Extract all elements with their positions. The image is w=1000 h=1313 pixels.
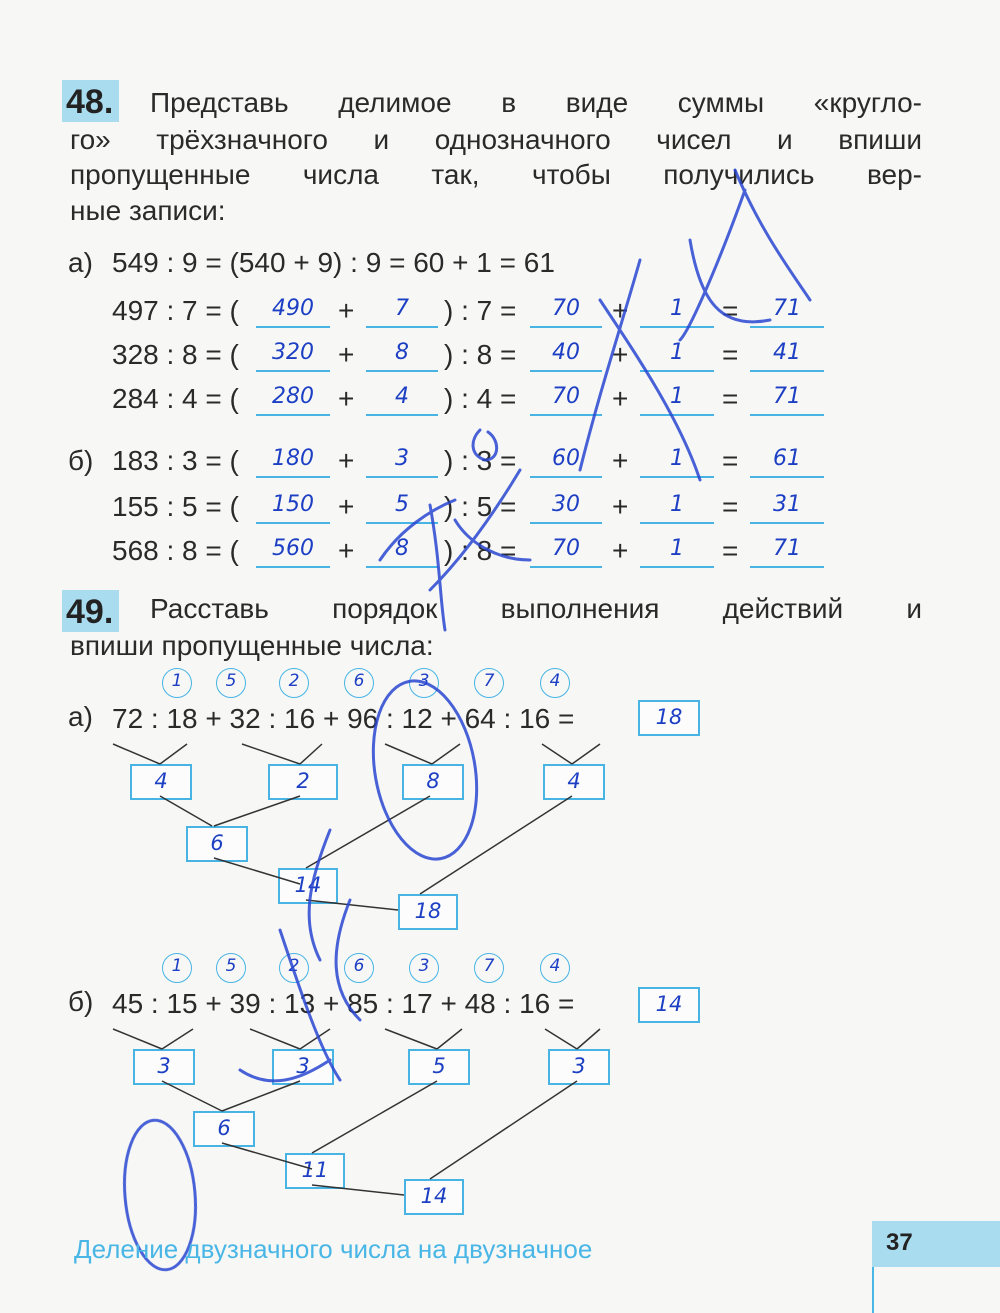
handwritten-answer: 70 bbox=[552, 536, 580, 561]
equals-sign: = bbox=[722, 535, 739, 566]
task-49-text-line-2: впиши пропущенные числа: bbox=[70, 630, 434, 661]
handwritten-answer: 30 bbox=[552, 492, 580, 517]
task-48-example-label: а) bbox=[68, 247, 93, 278]
tree-result-box[interactable]: 4 bbox=[543, 764, 605, 800]
handwritten-answer: 4 bbox=[395, 384, 409, 409]
equals-sign: = bbox=[722, 445, 739, 476]
row-dividend: 284 : 4 = ( bbox=[112, 383, 239, 414]
handwritten-answer: 180 bbox=[272, 446, 314, 471]
task-48-text-line-4: ные записи: bbox=[70, 195, 226, 226]
expression: 72 : 18 + 32 : 16 + 96 : 12 + 64 : 16 = bbox=[112, 703, 575, 734]
task-49-number: 49. bbox=[62, 590, 119, 632]
order-circle[interactable]: 3 bbox=[409, 668, 439, 698]
handwritten-answer: 1 bbox=[670, 340, 684, 365]
plus-sign: + bbox=[338, 295, 355, 326]
expression: 45 : 15 + 39 : 13 + 85 : 17 + 48 : 16 = bbox=[112, 988, 575, 1019]
row-dividend: 568 : 8 = ( bbox=[112, 535, 239, 566]
order-circle[interactable]: 5 bbox=[216, 668, 246, 698]
tree-result-box[interactable]: 6 bbox=[186, 826, 248, 862]
row-dividend: 183 : 3 = ( bbox=[112, 445, 239, 476]
row-divisor: ) : 7 = bbox=[444, 295, 517, 326]
task-48-number: 48. bbox=[62, 80, 119, 122]
handwritten-answer: 1 bbox=[670, 446, 684, 471]
handwritten-answer: 560 bbox=[272, 536, 314, 561]
handwritten-answer: 1 bbox=[670, 492, 684, 517]
handwritten-answer: 71 bbox=[773, 384, 801, 409]
handwritten-answer: 70 bbox=[552, 384, 580, 409]
tree-result-box[interactable]: 11 bbox=[285, 1153, 345, 1189]
order-circle[interactable]: 4 bbox=[540, 668, 570, 698]
tree-result-box[interactable]: 14 bbox=[404, 1179, 464, 1215]
order-circle[interactable]: 2 bbox=[279, 953, 309, 983]
handwritten-answer: 150 bbox=[272, 492, 314, 517]
row-divisor: ) : 3 = bbox=[444, 445, 517, 476]
row-dividend: 328 : 8 = ( bbox=[112, 339, 239, 370]
handwritten-answer: 1 bbox=[670, 384, 684, 409]
plus-sign: + bbox=[612, 339, 629, 370]
order-circle[interactable]: 1 bbox=[162, 668, 192, 698]
handwritten-answer: 3 bbox=[395, 446, 409, 471]
tree-result-box[interactable]: 8 bbox=[402, 764, 464, 800]
row-divisor: ) : 4 = bbox=[444, 383, 517, 414]
tree-result-box[interactable]: 3 bbox=[548, 1049, 610, 1085]
order-circle[interactable]: 5 bbox=[216, 953, 246, 983]
tree-result-box[interactable]: 18 bbox=[398, 894, 458, 930]
task-48-text-line-3: пропущенные числа так, чтобы получились вер- bbox=[70, 159, 922, 190]
tree-result-box[interactable]: 2 bbox=[268, 764, 338, 800]
tree-result-box[interactable]: 14 bbox=[278, 868, 338, 904]
order-circle[interactable]: 3 bbox=[409, 953, 439, 983]
tree-result-box[interactable]: 5 bbox=[408, 1049, 470, 1085]
task-48-example: 549 : 9 = (540 + 9) : 9 = 60 + 1 = 61 bbox=[112, 247, 555, 278]
task-48-text-line-1: Представь делимое в виде суммы «кругло- bbox=[150, 87, 922, 118]
tree-result-box[interactable]: 3 bbox=[133, 1049, 195, 1085]
footer-topic: Деление двузначного числа на двузначное bbox=[74, 1234, 593, 1264]
page-number-bar bbox=[872, 1267, 874, 1313]
order-circle[interactable]: 7 bbox=[474, 953, 504, 983]
handwritten-answer: 60 bbox=[552, 446, 580, 471]
part-label: б) bbox=[68, 986, 94, 1017]
row-dividend: 497 : 7 = ( bbox=[112, 295, 239, 326]
row-dividend: 155 : 5 = ( bbox=[112, 491, 239, 522]
handwritten-answer: 40 bbox=[552, 340, 580, 365]
plus-sign: + bbox=[612, 445, 629, 476]
plus-sign: + bbox=[612, 535, 629, 566]
tree-result-box[interactable]: 3 bbox=[272, 1049, 334, 1085]
tree-result-box[interactable]: 4 bbox=[130, 764, 192, 800]
handwritten-answer: 61 bbox=[773, 446, 801, 471]
row-divisor: ) : 5 = bbox=[444, 491, 517, 522]
plus-sign: + bbox=[612, 295, 629, 326]
handwritten-answer: 8 bbox=[395, 340, 409, 365]
handwritten-answer: 1 bbox=[670, 536, 684, 561]
order-circle[interactable]: 1 bbox=[162, 953, 192, 983]
handwritten-answer: 490 bbox=[272, 296, 314, 321]
handwritten-answer: 8 bbox=[395, 536, 409, 561]
handwritten-answer: 320 bbox=[272, 340, 314, 365]
plus-sign: + bbox=[338, 535, 355, 566]
task-48-text-line-2: го» трёхзначного и однозначного чисел и впиши bbox=[70, 124, 922, 155]
order-circle[interactable]: 6 bbox=[344, 953, 374, 983]
plus-sign: + bbox=[338, 491, 355, 522]
order-circle[interactable]: 2 bbox=[279, 668, 309, 698]
final-answer-box[interactable]: 18 bbox=[638, 700, 700, 736]
handwritten-answer: 70 bbox=[552, 296, 580, 321]
order-circle[interactable]: 7 bbox=[474, 668, 504, 698]
handwritten-answer: 71 bbox=[773, 536, 801, 561]
handwritten-answer: 7 bbox=[395, 296, 409, 321]
handwritten-answer: 280 bbox=[272, 384, 314, 409]
order-circle[interactable]: 6 bbox=[344, 668, 374, 698]
plus-sign: + bbox=[612, 383, 629, 414]
plus-sign: + bbox=[338, 339, 355, 370]
row-divisor: ) : 8 = bbox=[444, 339, 517, 370]
tree-result-box[interactable]: 6 bbox=[193, 1111, 255, 1147]
plus-sign: + bbox=[612, 491, 629, 522]
row-divisor: ) : 8 = bbox=[444, 535, 517, 566]
handwritten-answer: 71 bbox=[773, 296, 801, 321]
handwritten-answer: 5 bbox=[395, 492, 409, 517]
handwritten-answer: 1 bbox=[670, 296, 684, 321]
row-label: б) bbox=[68, 445, 94, 476]
order-circle[interactable]: 4 bbox=[540, 953, 570, 983]
equals-sign: = bbox=[722, 339, 739, 370]
final-answer-box[interactable]: 14 bbox=[638, 987, 700, 1023]
equals-sign: = bbox=[722, 491, 739, 522]
task-49-text-line-1: Расставь порядок выполнения действий и bbox=[150, 593, 922, 624]
equals-sign: = bbox=[722, 383, 739, 414]
equals-sign: = bbox=[722, 295, 739, 326]
part-label: а) bbox=[68, 701, 93, 732]
plus-sign: + bbox=[338, 445, 355, 476]
handwritten-answer: 41 bbox=[773, 340, 801, 365]
plus-sign: + bbox=[338, 383, 355, 414]
page-number: 37 bbox=[872, 1221, 1000, 1267]
handwritten-answer: 31 bbox=[773, 492, 801, 517]
